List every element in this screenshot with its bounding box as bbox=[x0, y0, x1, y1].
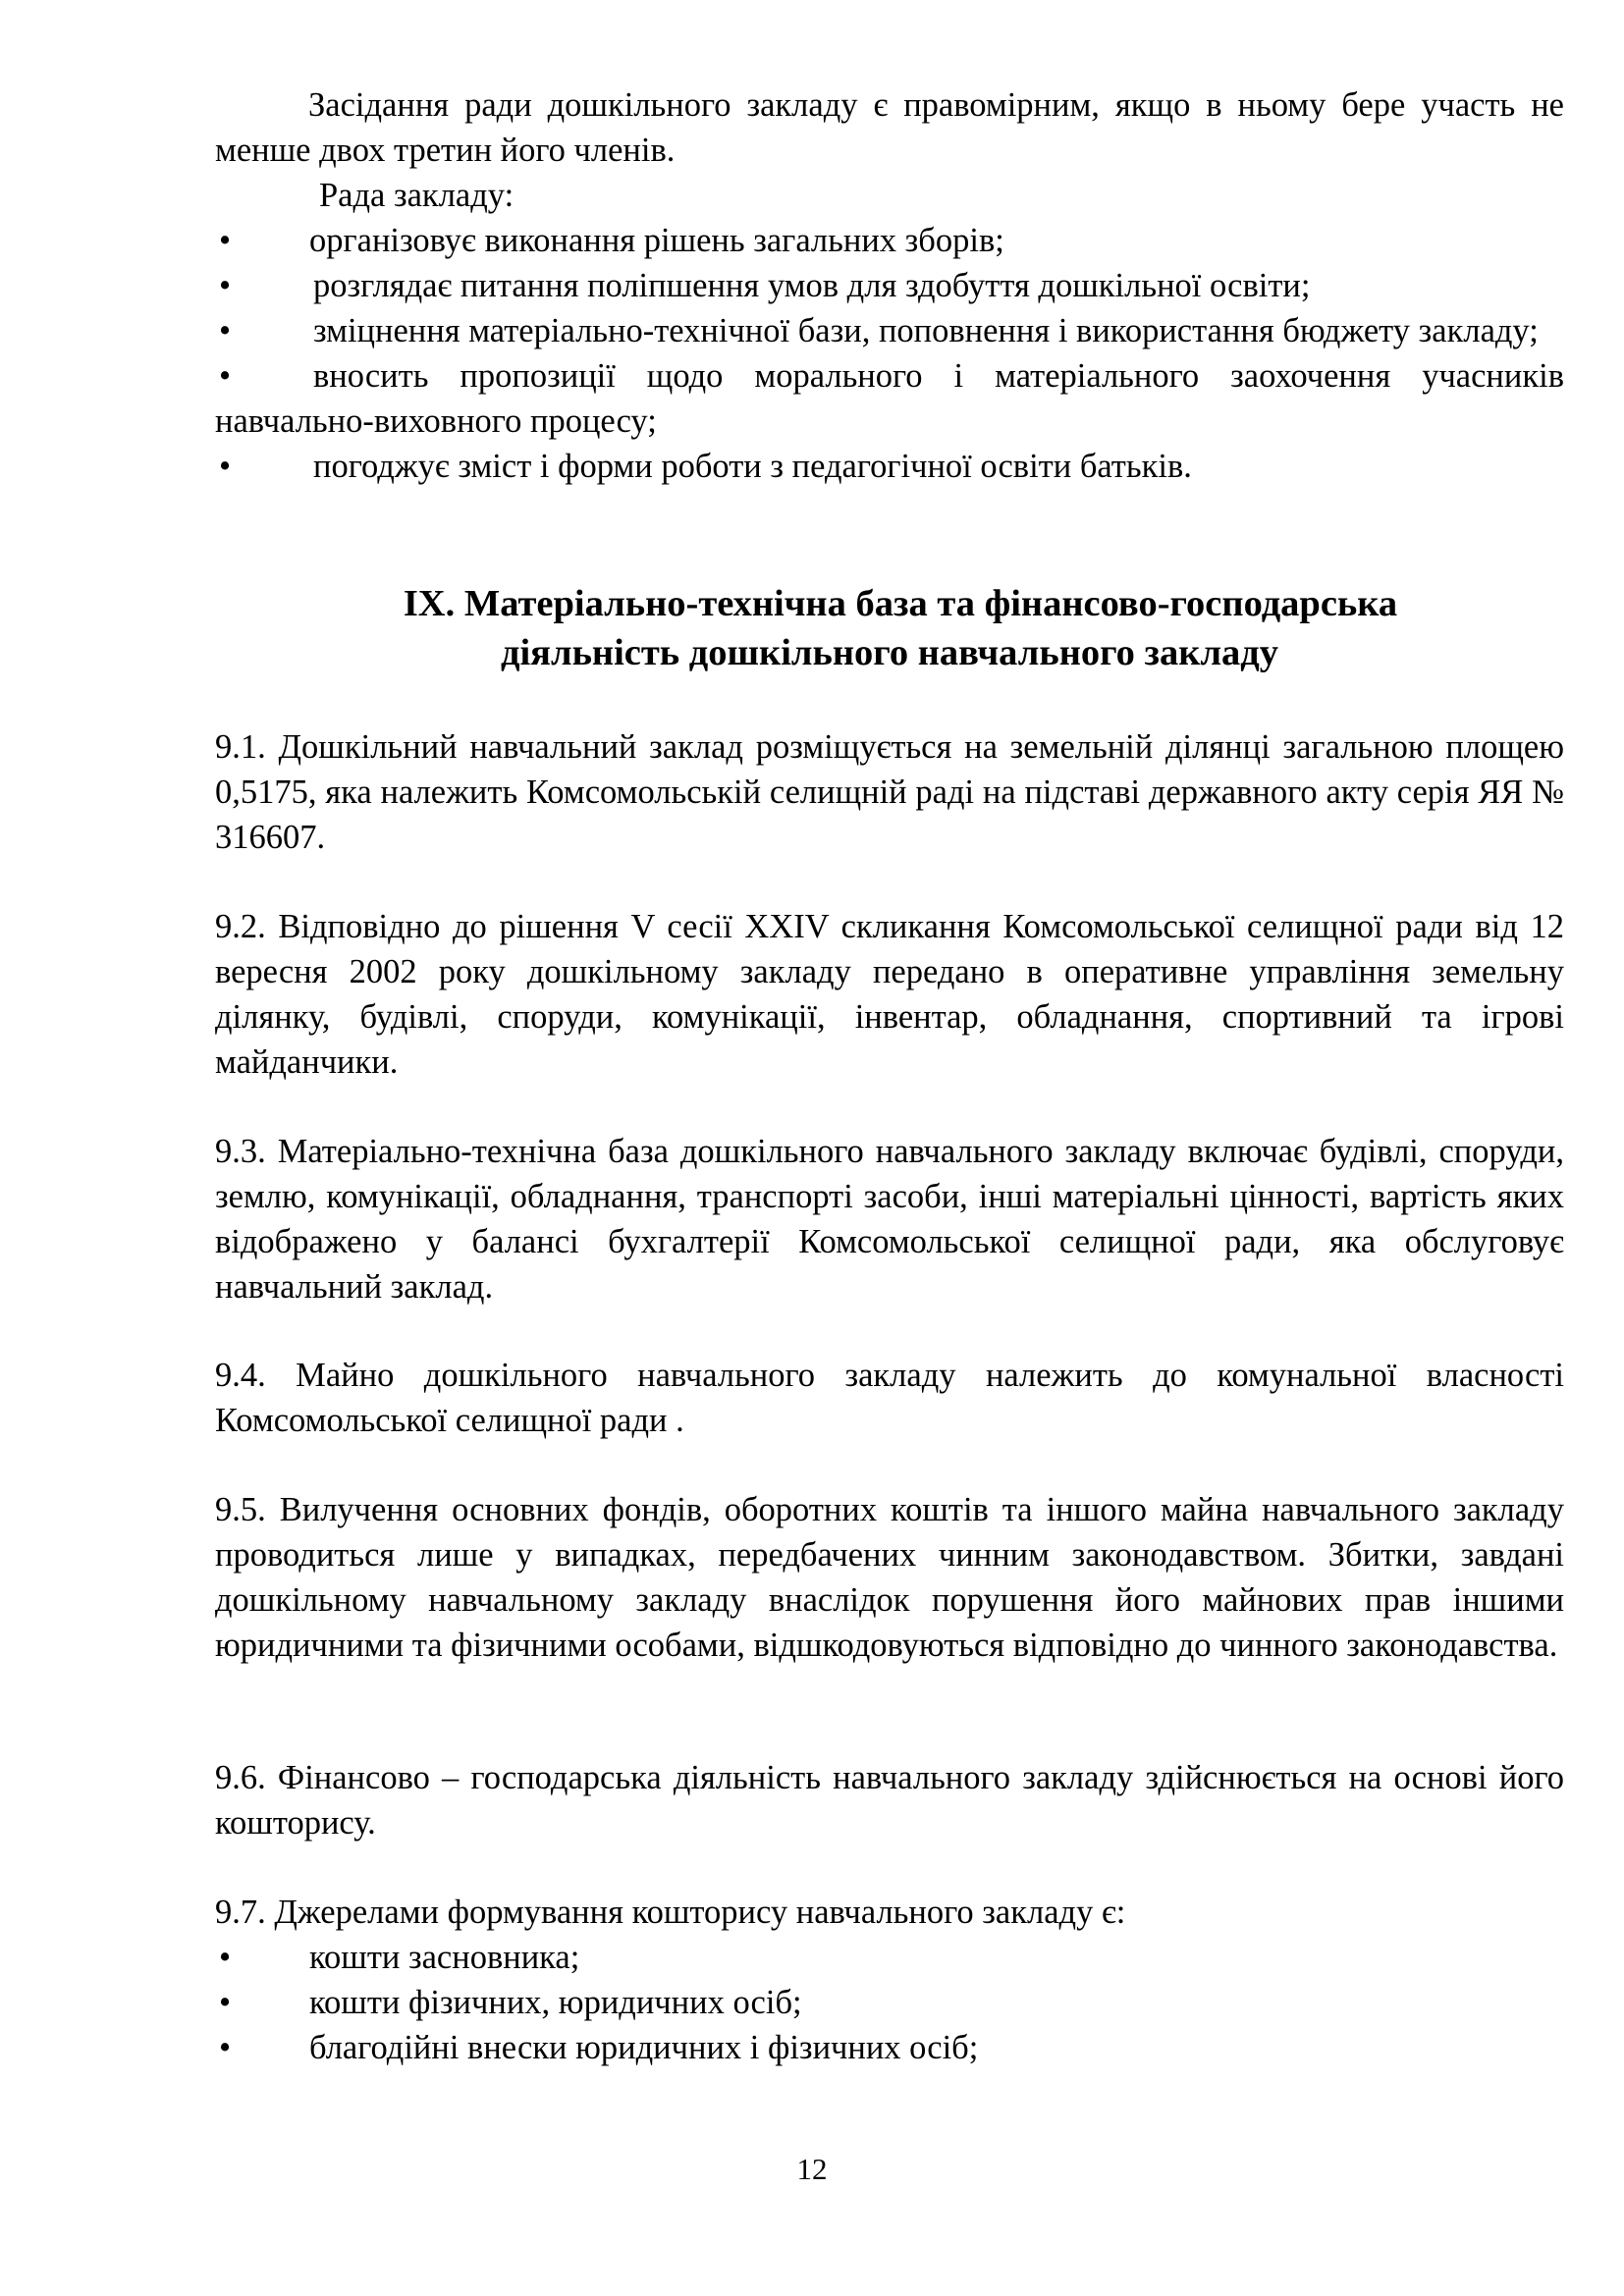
bullet-icon: • bbox=[218, 267, 232, 304]
bullet-icon: • bbox=[218, 2029, 232, 2066]
list-item bbox=[215, 1980, 1564, 2025]
clause-9-5 bbox=[215, 1487, 1564, 1668]
clause-9-2 bbox=[215, 904, 1564, 1085]
clause-text: 9.4. Майно дошкільного навчального закладу належить до комунальної власності Комсомольської селищної ради . bbox=[215, 1357, 1564, 1439]
bullet-icon: • bbox=[218, 222, 232, 259]
list-item-text: кошти засновника; bbox=[309, 1939, 580, 1976]
section-heading-line: діяльність дошкільного навчального закладу bbox=[500, 632, 1279, 673]
bullet-icon: • bbox=[218, 1939, 232, 1976]
clause-text: 9.6. Фінансово – господарська діяльність навчального закладу здійснюється на основі його кошторису. bbox=[215, 1759, 1564, 1842]
clause-9-3 bbox=[215, 1129, 1564, 1309]
clause-text: 9.2. Відповідно до рішення V сесії XXIV скликання Комсомольської селищної ради від 12 вересня 2002 року дошкільному закладу передано в оперативне управління земельну ділянку, будівлі, споруди, комунікації, інвентар, обладнання, спортивний та ігрові майданчики. bbox=[215, 908, 1564, 1081]
list-item bbox=[215, 444, 1564, 489]
bullet-icon: • bbox=[218, 448, 232, 485]
list-item-text: розглядає питання поліпшення умов для здобуття дошкільної освіти; bbox=[313, 267, 1311, 304]
list-item-text: вносить пропозиції щодо морального і матеріального заохочення учасників навчально-виховного процесу; bbox=[215, 357, 1564, 440]
list-item bbox=[215, 353, 1564, 444]
list-item bbox=[215, 263, 1564, 308]
clause-9-7 bbox=[215, 1890, 1564, 2070]
clause-9-4 bbox=[215, 1353, 1564, 1443]
list-item-text: зміцнення матеріально-технічної бази, поповнення і використання бюджету закладу; bbox=[313, 312, 1539, 349]
section-heading-line: ІХ. Матеріально-технічна база та фінансово-господарська bbox=[403, 583, 1398, 624]
clause-text: 9.3. Матеріально-технічна база дошкільного навчального закладу включає будівлі, споруди, землю, комунікації, обладнання, транспорті засоби, інші матеріальні цінності, вартість яких відображено у балансі бухгалтерії Комсомольської селищної ради, яка обслуговує навчальний заклад. bbox=[215, 1133, 1564, 1306]
section-heading bbox=[215, 579, 1564, 677]
list-item bbox=[215, 218, 1564, 263]
list-item bbox=[215, 308, 1564, 353]
bullet-icon: • bbox=[218, 357, 232, 395]
clause-text: 9.7. Джерелами формування кошторису навчального закладу є: bbox=[215, 1894, 1126, 1931]
list-item-text: організовує виконання рішень загальних зборів; bbox=[309, 222, 1004, 259]
list-item bbox=[215, 1935, 1564, 1980]
clause-9-1 bbox=[215, 724, 1564, 860]
council-intro: Рада закладу: bbox=[319, 177, 514, 214]
clause-text: 9.1. Дошкільний навчальний заклад розміщується на земельній ділянці загальною площею 0,5175, яка належить Комсомольській селищній раді на підставі державного акту серія ЯЯ № 316607. bbox=[215, 728, 1564, 856]
list-item-text: благодійні внески юридичних і фізичних осіб; bbox=[309, 2029, 979, 2066]
top-paragraph: Засідання ради дошкільного закладу є правомірним, якщо в ньому бере участь не менше двох третин його членів. bbox=[215, 86, 1564, 169]
council-block bbox=[215, 82, 1564, 489]
page-number: 12 bbox=[796, 2152, 828, 2186]
list-item-text: кошти фізичних, юридичних осіб; bbox=[309, 1984, 802, 2021]
bullet-icon: • bbox=[218, 312, 232, 349]
clause-text: 9.5. Вилучення основних фондів, оборотних коштів та іншого майна навчального закладу проводиться лише у випадках, передбачених чинним законодавством. Збитки, завдані дошкільному навчальному закладу внаслідок порушення його майнових прав іншими юридичними та фізичними особами, відшкодовуються відповідно до чинного законодавства. bbox=[215, 1491, 1564, 1664]
clause-9-6 bbox=[215, 1755, 1564, 1845]
list-item-text: погоджує зміст і форми роботи з педагогічної освіти батьків. bbox=[313, 448, 1192, 485]
bullet-icon: • bbox=[218, 1984, 232, 2021]
list-item bbox=[215, 2025, 1564, 2070]
